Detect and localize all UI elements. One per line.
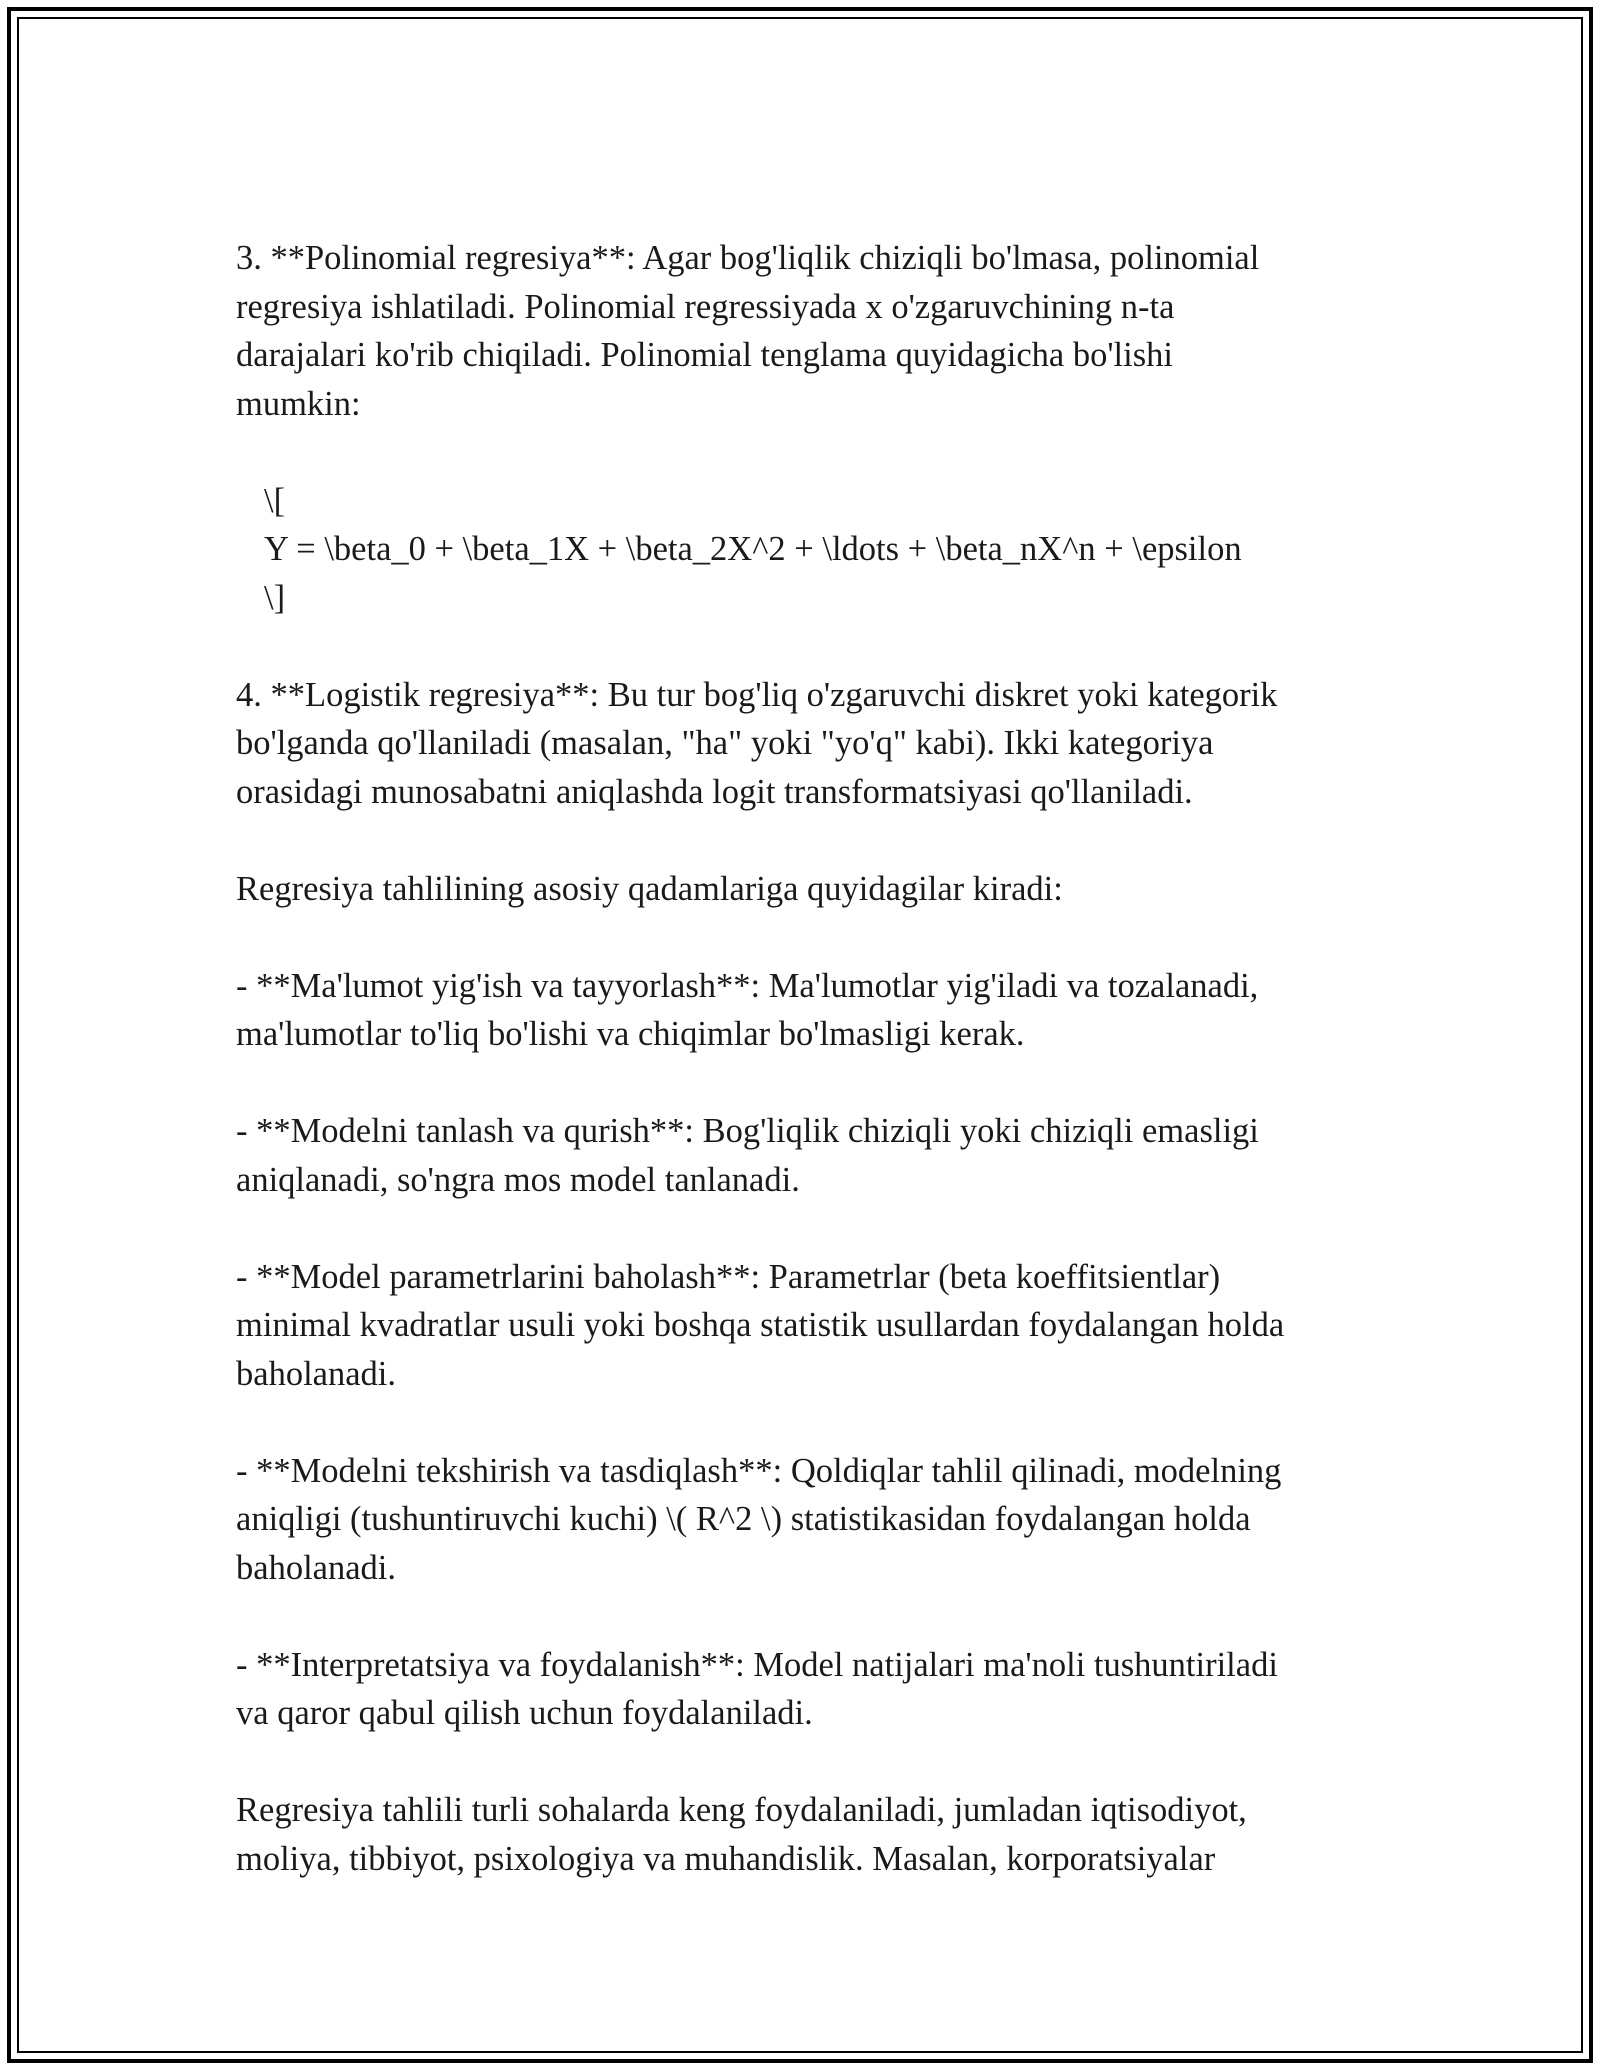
list-item-model-validation: - **Modelni tekshirish va tasdiqlash**: Qoldiqlar tahlil qilinadi, modelning aniqligi (tushuntiruvchi kuchi) \( R^2 \) statistikasidan foydalangan holda baholanadi. — [236, 1451, 1282, 1587]
list-item-model-selection: - **Modelni tanlash va qurish**: Bog'liqlik chiziqli yoki chiziqli emasligi aniqlanadi, so'ngra mos model tanlanadi. — [236, 1112, 1259, 1199]
list-item-interpretation: - **Interpretatsiya va foydalanish**: Model natijalari ma'noli tushuntiriladi va qaror qabul qilish uchun foydalaniladi. — [236, 1645, 1278, 1732]
paragraph-polynomial-regression: 3. **Polinomial regresiya**: Agar bog'liqlik chiziqli bo'lmasa, polinomial regresiya ishlatiladi. Polinomial regressiyada x o'zgaruvchining n-ta darajalari ko'rib chiqiladi. Polinomial tenglama quyidagicha bo'lishi mumkin: — [236, 239, 1260, 423]
document-body — [236, 234, 1376, 1932]
list-item-data-collection: - **Ma'lumot yig'ish va tayyorlash**: Ma'lumotlar yig'iladi va tozalanadi, ma'lumotlar to'liq bo'lishi va chiqimlar bo'lmasligi kerak. — [236, 966, 1259, 1053]
formula-polynomial-equation: \[ Y = \beta_0 + \beta_1X + \beta_2X^2 + \ldots + \beta_nX^n + \epsilon \] — [264, 481, 1242, 617]
paragraph-logistic-regression: 4. **Logistik regresiya**: Bu tur bog'liq o'zgaruvchi diskret yoki kategorik bo'lganda qo'llaniladi (masalan, "ha" yoki "yo'q" kabi). Ikki kategoriya orasidagi munosabatni aniqlashda logit transformatsiyasi qo'llaniladi. — [236, 675, 1278, 811]
list-item-parameter-estimation: - **Model parametrlarini baholash**: Parametrlar (beta koeffitsientlar) minimal kvadratlar usuli yoki boshqa statistik usullardan foydalangan holda baholanadi. — [236, 1257, 1285, 1393]
paragraph-applications: Regresiya tahlili turli sohalarda keng foydalaniladi, jumladan iqtisodiyot, moliya, tibbiyot, psixologiya va muhandislik. Masalan, korporatsiyalar — [236, 1791, 1247, 1878]
paragraph-main-steps-intro: Regresiya tahlilining asosiy qadamlariga quyidagilar kiradi: — [236, 869, 1063, 908]
